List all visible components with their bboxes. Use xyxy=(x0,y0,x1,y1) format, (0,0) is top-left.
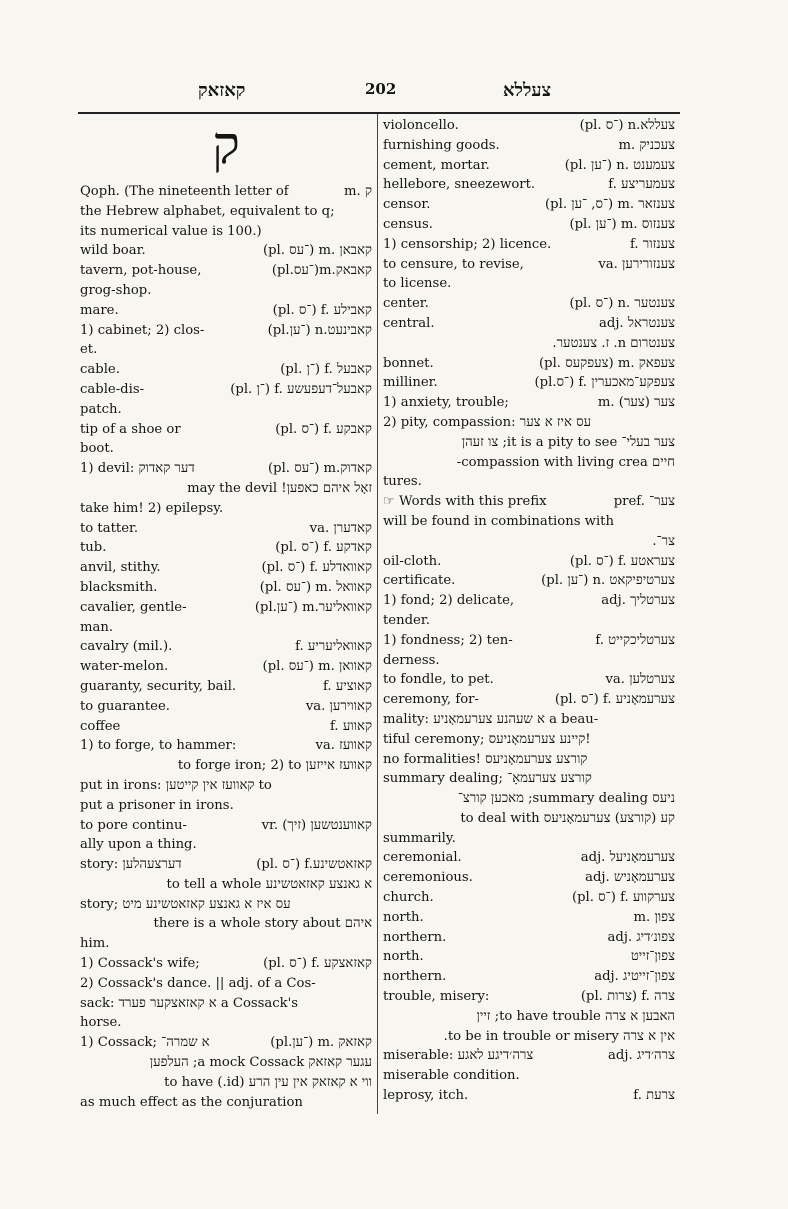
entry-continuation-line: et. xyxy=(80,342,98,358)
page-number: 202 xyxy=(365,80,397,98)
entry-definition: central. xyxy=(383,315,435,331)
dictionary-entry xyxy=(383,393,675,492)
entry-continuation-line: will be found in combinations with xyxy=(383,513,614,529)
dictionary-entry xyxy=(383,235,675,255)
entry-continuation-line: put a prisoner in irons. xyxy=(80,797,234,813)
entry-first-line xyxy=(80,717,372,737)
entry-headword: f. צרעת xyxy=(633,1088,675,1104)
entry-first-line xyxy=(383,670,675,690)
entry-headword: (pl.־ען) m.קאוואליער xyxy=(254,599,372,615)
entry-first-line xyxy=(383,492,675,512)
dictionary-entry xyxy=(383,967,675,987)
entry-headword: (pl. ־עס) m. קאבאן xyxy=(262,243,372,259)
entry-first-line xyxy=(383,848,675,868)
dictionary-entry xyxy=(80,637,372,657)
entry-first-line xyxy=(383,1086,675,1106)
entry-first-line xyxy=(383,947,675,967)
dictionary-entry xyxy=(383,215,675,235)
entry-first-line xyxy=(80,241,372,261)
entry-definition: cable. xyxy=(80,362,120,378)
entry-headword: (pl. ־ס) f. קאדקע xyxy=(275,540,372,556)
entry-first-line xyxy=(383,888,675,908)
entry-first-line xyxy=(383,631,675,651)
entry-definition: to censure, to revise, xyxy=(383,256,524,272)
entry-continuation-line: summary dealing; קורצע צערעמאָ־ xyxy=(383,771,592,787)
entry-first-line xyxy=(383,195,675,215)
dictionary-entry xyxy=(80,321,372,361)
dictionary-entry xyxy=(383,987,675,1046)
dictionary-entry xyxy=(383,116,675,136)
dictionary-entry xyxy=(383,314,675,334)
entry-continuation-line: the Hebrew alphabet, equivalent to q; xyxy=(80,203,335,219)
entry-headword: (pl. צעפקעס) m. צעפאק xyxy=(538,355,675,371)
entry-definition: 1) Cossack's wife; xyxy=(80,956,200,972)
left-column xyxy=(80,116,372,1112)
entry-first-line xyxy=(80,261,372,281)
dictionary-entry xyxy=(383,848,675,868)
entry-first-line xyxy=(80,598,372,618)
entry-definition: cement, mortar. xyxy=(383,157,490,173)
entry-headword: (pl. ־עס) m. קאוואל xyxy=(259,579,372,595)
entry-continuation-line: patch. xyxy=(80,401,122,417)
entry-definition: cavalry (mil.). xyxy=(80,639,173,655)
entry-first-line xyxy=(80,321,372,341)
entry-definition: church. xyxy=(383,890,434,906)
entry-continuation-line: summarily. xyxy=(383,830,456,846)
entry-definition: 1) fond; 2) delicate, xyxy=(383,593,515,609)
entry-continuation-line: story; עס איז א גאנצע קאזאטשינע מיט xyxy=(80,896,291,912)
entry-definition: north. xyxy=(383,949,424,965)
entry-first-line xyxy=(80,459,372,479)
entry-first-line xyxy=(80,182,372,202)
entry-headword: (pl.־ס) f. צעפקע־מאכערין xyxy=(534,375,675,391)
entry-first-line xyxy=(383,552,675,572)
entry-first-line xyxy=(383,334,675,354)
entry-headword: (pl.־ען) n.קאבינעט xyxy=(267,322,372,338)
entry-first-line xyxy=(80,855,372,875)
dictionary-entry xyxy=(80,677,372,697)
dictionary-entry xyxy=(383,255,675,295)
entry-definition: to tatter. xyxy=(80,520,139,536)
dictionary-entry xyxy=(383,195,675,215)
entry-headword: vr. (זיך) קאווענטשען xyxy=(261,817,372,833)
entry-definition: Qoph. (The nineteenth letter of xyxy=(80,184,289,199)
entry-first-line xyxy=(80,1033,372,1053)
entry-definition: water-melon. xyxy=(80,659,169,675)
entry-headword: m. ק xyxy=(344,184,372,199)
entry-first-line xyxy=(80,657,372,677)
dictionary-entry xyxy=(80,954,372,1033)
dictionary-entry xyxy=(80,459,372,518)
entry-continuation-line: עגער קאזאק a mock Cossack; העלפען xyxy=(149,1055,372,1071)
dictionary-entry xyxy=(383,670,675,690)
entry-continuation-line: tures. xyxy=(383,474,422,490)
entry-continuation-line: tender. xyxy=(383,612,430,628)
entry-headword: f. צענזור xyxy=(630,236,675,252)
entry-headword: va. קאדערן xyxy=(309,520,372,536)
entry-definition: 1) Cossack; א שמרה־ xyxy=(80,1035,210,1051)
entry-definition: ☞ Words with this prefix xyxy=(383,494,547,510)
entry-first-line xyxy=(80,360,372,380)
entry-continuation-line: קע (קורצע) צערעמאָניעס to deal with xyxy=(460,810,675,826)
dictionary-entry xyxy=(80,736,372,815)
entry-headword: adj. צפון־זייטיג xyxy=(594,969,675,985)
entry-continuation-line: take him! 2) epilepsy. xyxy=(80,500,224,516)
entry-headword: (pl. ־ן) f. קאבעל xyxy=(280,362,372,378)
entry-headword: f. קאוציע xyxy=(323,678,372,694)
entry-definition: to guarantee. xyxy=(80,698,170,714)
entry-continuation-line: האבען א צרה to have trouble; זיין xyxy=(476,1008,675,1024)
entry-headword: (pl. ־עס) m. קאוואן xyxy=(262,659,372,675)
dictionary-entry xyxy=(383,888,675,908)
entry-definition: hellebore, sneezewort. xyxy=(383,177,536,193)
dictionary-entry xyxy=(383,908,675,928)
entry-headword: (pl. ־ס) f. קאבילע xyxy=(272,302,372,318)
dictionary-entry xyxy=(80,538,372,558)
entry-definition: 1) fondness; 2) ten- xyxy=(383,632,513,648)
entry-definition: wild boar. xyxy=(80,243,146,259)
entry-definition: center. xyxy=(383,296,429,312)
entry-first-line xyxy=(383,1046,675,1066)
entry-headword: f. קאוואליעריע xyxy=(295,639,372,655)
dictionary-entry xyxy=(383,591,675,631)
section-letter: ק xyxy=(212,116,240,176)
dictionary-entry xyxy=(80,657,372,677)
entry-continuation-line: צר־. xyxy=(652,533,675,549)
entry-continuation-line: grog-shop. xyxy=(80,282,152,298)
entry-definition: tub. xyxy=(80,540,107,556)
entry-first-line xyxy=(383,354,675,374)
entry-first-line xyxy=(383,255,675,275)
dictionary-entry xyxy=(383,492,675,551)
entry-definition: northern. xyxy=(383,929,447,945)
dictionary-entry xyxy=(80,519,372,539)
left-running-headword: קאזאק xyxy=(198,80,246,101)
entry-first-line xyxy=(383,967,675,987)
entry-definition: certificate. xyxy=(383,573,456,589)
dictionary-entry xyxy=(383,1086,675,1106)
entry-headword: (pl. ־ען) n. צערטיפיקאט xyxy=(541,573,675,589)
dictionary-entry xyxy=(80,558,372,578)
entry-definition: northern. xyxy=(383,969,447,985)
entry-headword: adj. צרה׳דיג xyxy=(608,1048,675,1064)
entry-definition: guaranty, security, bail. xyxy=(80,678,237,694)
entry-definition: 1) anxiety, trouble; xyxy=(383,395,509,411)
entry-first-line xyxy=(383,373,675,393)
entry-headword: (pl.־ען) m. קאזאק xyxy=(270,1035,372,1051)
entry-headword: (pl. ־ס) f. צערקווע xyxy=(571,890,675,906)
entry-headword: m. צעכניק xyxy=(618,137,675,153)
entry-definition: cavalier, gentle- xyxy=(80,599,187,615)
entry-definition: leprosy, itch. xyxy=(383,1088,469,1104)
dictionary-entry xyxy=(80,301,372,321)
entry-continuation-line: ניעס summary dealing; מאכען קורצ־ xyxy=(457,791,675,807)
entry-first-line xyxy=(383,987,675,1007)
entry-headword: va. צענזורירען xyxy=(598,256,675,272)
entry-headword: m. צפון xyxy=(633,909,675,925)
dictionary-entry xyxy=(383,354,675,374)
dictionary-entry xyxy=(80,717,372,737)
entry-definition: anvil, stithy. xyxy=(80,560,161,576)
dictionary-entry xyxy=(80,420,372,460)
dictionary-entry xyxy=(80,241,372,261)
entry-headword: (pl. ־ס) f. קאזאצקע xyxy=(263,956,372,972)
entry-definition: to pore continu- xyxy=(80,817,187,833)
entry-definition: story: דערצעהלען xyxy=(80,857,182,873)
entry-first-line xyxy=(383,156,675,176)
right-column xyxy=(383,116,675,1106)
dictionary-entry xyxy=(80,578,372,598)
dictionary-entry xyxy=(383,373,675,393)
entry-first-line xyxy=(383,116,675,136)
entry-continuation-line: put in irons: קאוועז אין קייטען to xyxy=(80,777,272,793)
entry-continuation-line: צער בעלי־ it is a pity to see; צו זעהן xyxy=(461,434,675,450)
right-entries xyxy=(383,116,675,1106)
entry-first-line xyxy=(383,215,675,235)
entry-continuation-line: ווי א קאזאק אין עין הרע (id.) to have xyxy=(164,1074,372,1090)
entry-first-line xyxy=(383,928,675,948)
entry-headword: צענטרום n. ז. צענטער. xyxy=(552,335,675,351)
entry-continuation-line: חיים compassion with living crea- xyxy=(456,454,675,470)
entry-continuation-line: to license. xyxy=(383,276,452,292)
entry-headword: (pl. ־ס) f.קאזאטשינע xyxy=(256,857,372,873)
dictionary-entry xyxy=(383,571,675,591)
entry-continuation-line: as much effect as the conjuration xyxy=(80,1094,303,1110)
entry-first-line xyxy=(383,690,675,710)
entry-headword: m. (צער) צער xyxy=(597,395,675,411)
entry-definition: tip of a shoe or xyxy=(80,421,181,437)
dictionary-entry xyxy=(80,1033,372,1112)
entry-first-line xyxy=(383,294,675,314)
entry-continuation-line: boot. xyxy=(80,441,114,457)
entry-headword: adj. צפונ׳דיג xyxy=(607,929,675,945)
entry-first-line xyxy=(80,519,372,539)
entry-definition: censor. xyxy=(383,197,431,213)
entry-first-line xyxy=(80,578,372,598)
entry-headword: adj. צערעמאָניעל xyxy=(580,850,675,866)
entry-headword: (pl. ־ס) n.צעללא xyxy=(579,118,675,133)
entry-definition: miserable: צרה׳דיגע לאגע xyxy=(383,1048,534,1064)
entry-first-line xyxy=(80,697,372,717)
dictionary-entry xyxy=(383,947,675,967)
entry-definition: oil-cloth. xyxy=(383,553,442,569)
entry-definition: cable-dis- xyxy=(80,381,145,397)
entry-definition: ceremony, for- xyxy=(383,692,479,708)
entry-definition: bonnet. xyxy=(383,355,434,371)
entry-headword: (pl. ־עס) m.קאדוק xyxy=(267,461,372,477)
entry-continuation-line: sack: א קאזאצקער פערד a Cossack's xyxy=(80,995,299,1011)
entry-headword: (pl. ־ס) n. צענטער xyxy=(569,296,675,312)
entry-continuation-line: אין א צרה to be in trouble or misery. xyxy=(443,1028,675,1044)
entry-first-line xyxy=(383,393,675,413)
entry-definition: north. xyxy=(383,909,424,925)
entry-first-line xyxy=(80,420,372,440)
entry-headword: צפון־זייט xyxy=(630,949,675,965)
entry-headword: va. קאוועז xyxy=(315,738,372,754)
dictionary-entry xyxy=(383,552,675,572)
entry-headword: f. קאווע xyxy=(330,718,372,734)
entry-definition: ceremonial. xyxy=(383,850,462,866)
header-rule xyxy=(78,112,680,114)
entry-continuation-line: ally upon a thing. xyxy=(80,837,197,853)
entry-definition: trouble, misery: xyxy=(383,989,490,1005)
entry-first-line xyxy=(80,301,372,321)
entry-definition: census. xyxy=(383,216,433,232)
dictionary-entry xyxy=(383,156,675,176)
entry-continuation-line: its numerical value is 100.) xyxy=(80,223,262,239)
entry-first-line xyxy=(383,136,675,156)
entry-continuation-line: זאָל איהם כאפען! may the devil xyxy=(187,480,372,496)
entry-first-line xyxy=(383,314,675,334)
entry-continuation-line: him. xyxy=(80,936,110,952)
entry-continuation-line: tiful ceremony; קיינע צערעמאָניעס! xyxy=(383,731,591,747)
page-header xyxy=(78,76,678,108)
entry-continuation-line: 2) pity, compassion: עס איז א צער xyxy=(383,414,592,430)
entry-headword: va. צערטלען xyxy=(605,672,675,688)
dictionary-entry xyxy=(383,868,675,888)
entry-first-line xyxy=(80,637,372,657)
entry-continuation-line: horse. xyxy=(80,1015,122,1031)
entry-headword: adj. צערטליך xyxy=(601,593,675,609)
entry-headword: f. צערטליכקייט xyxy=(595,632,675,648)
column-divider xyxy=(377,114,378,1114)
entry-headword: (pl. ־ס) f. צעראטע xyxy=(569,553,675,569)
entry-first-line xyxy=(383,591,675,611)
dictionary-entry xyxy=(80,697,372,717)
entry-first-line xyxy=(383,571,675,591)
dictionary-entry xyxy=(383,631,675,671)
dictionary-entry xyxy=(383,690,675,848)
entry-headword: (pl. ־ס) f. קאוואדלע xyxy=(261,560,372,576)
entry-first-line xyxy=(80,380,372,400)
dictionary-entry xyxy=(383,928,675,948)
dictionary-entry xyxy=(80,182,372,241)
entry-headword: (pl. ־ן) f. קאבעל־דעפעשע xyxy=(230,381,372,397)
entry-continuation-line: man. xyxy=(80,619,114,635)
dictionary-entry xyxy=(80,816,372,856)
left-entries xyxy=(80,182,372,1112)
entry-headword: adj. צענטראל xyxy=(599,315,675,331)
entry-definition: 1) censorship; 2) licence. xyxy=(383,236,552,252)
entry-headword: (pl. ־ס) f. צערעמאָניע xyxy=(554,692,675,708)
entry-first-line xyxy=(383,175,675,195)
entry-continuation-line: mality: א שעהנע צערעמאָניע a beau- xyxy=(383,711,599,727)
entry-first-line xyxy=(383,235,675,255)
entry-continuation-line: א גאנצע קאזאטשינע to tell a whole xyxy=(166,876,372,892)
entry-first-line xyxy=(80,736,372,756)
entry-headword: (pl.־עס)m.קאבאק xyxy=(271,263,372,279)
entry-first-line xyxy=(383,868,675,888)
entry-first-line xyxy=(80,954,372,974)
entry-headword: (pl. ־ען) m. צענזוס xyxy=(569,216,675,232)
dictionary-entry xyxy=(80,380,372,420)
entry-headword: pref. צער־ xyxy=(613,494,675,510)
entry-continuation-line: no formalities! קורצע צערעמאָניעס xyxy=(383,751,588,767)
entry-headword: (pl. צרות) f. צרה xyxy=(580,989,675,1005)
entry-headword: va. קאווירען xyxy=(305,698,372,714)
entry-continuation-line: איהם there is a whole story about xyxy=(153,916,372,932)
dictionary-entry xyxy=(383,175,675,195)
entry-continuation-line: derness. xyxy=(383,652,440,668)
entry-definition: violoncello. xyxy=(383,118,459,133)
dictionary-entry xyxy=(383,136,675,156)
entry-first-line xyxy=(80,558,372,578)
dictionary-entry xyxy=(80,855,372,954)
entry-headword: (pl. ־ס) f. קאבקע xyxy=(275,421,372,437)
dictionary-entry xyxy=(383,1046,675,1086)
entry-definition: blacksmith. xyxy=(80,579,158,595)
dictionary-entry xyxy=(80,598,372,638)
entry-definition: coffee xyxy=(80,718,121,734)
entry-continuation-line: miserable condition. xyxy=(383,1068,520,1084)
entry-definition: 1) to forge, to hammer: xyxy=(80,738,237,754)
dictionary-entry xyxy=(383,334,675,354)
entry-first-line xyxy=(383,908,675,928)
entry-definition: milliner. xyxy=(383,375,438,391)
entry-continuation-line: קאוועז אייזען to forge iron; 2) to xyxy=(177,758,372,774)
entry-continuation-line: 2) Cossack's dance. || adj. of a Cos- xyxy=(80,975,316,991)
entry-definition: ceremonious. xyxy=(383,870,473,886)
entry-headword: (pl. ־ס, ־ען) m. צענזאר xyxy=(545,197,675,213)
dictionary-entry xyxy=(80,261,372,301)
entry-headword: (pl. ־ען) n. צעמענט xyxy=(564,157,675,173)
entry-first-line xyxy=(80,538,372,558)
entry-first-line xyxy=(80,677,372,697)
dictionary-entry xyxy=(80,360,372,380)
entry-first-line xyxy=(80,816,372,836)
entry-definition: to fondle, to pet. xyxy=(383,672,494,688)
entry-definition: tavern, pot-house, xyxy=(80,263,202,279)
entry-definition: mare. xyxy=(80,302,119,318)
dictionary-entry xyxy=(383,294,675,314)
entry-definition: 1) devil: דער קאדוק xyxy=(80,461,195,477)
entry-definition: 1) cabinet; 2) clos- xyxy=(80,322,205,338)
entry-headword: f. צעמעריצע xyxy=(608,177,675,193)
right-running-headword: צעללא xyxy=(503,80,552,101)
entry-headword: adj. צערעמאָניש xyxy=(585,870,675,886)
entry-definition: furnishing goods. xyxy=(383,137,500,153)
